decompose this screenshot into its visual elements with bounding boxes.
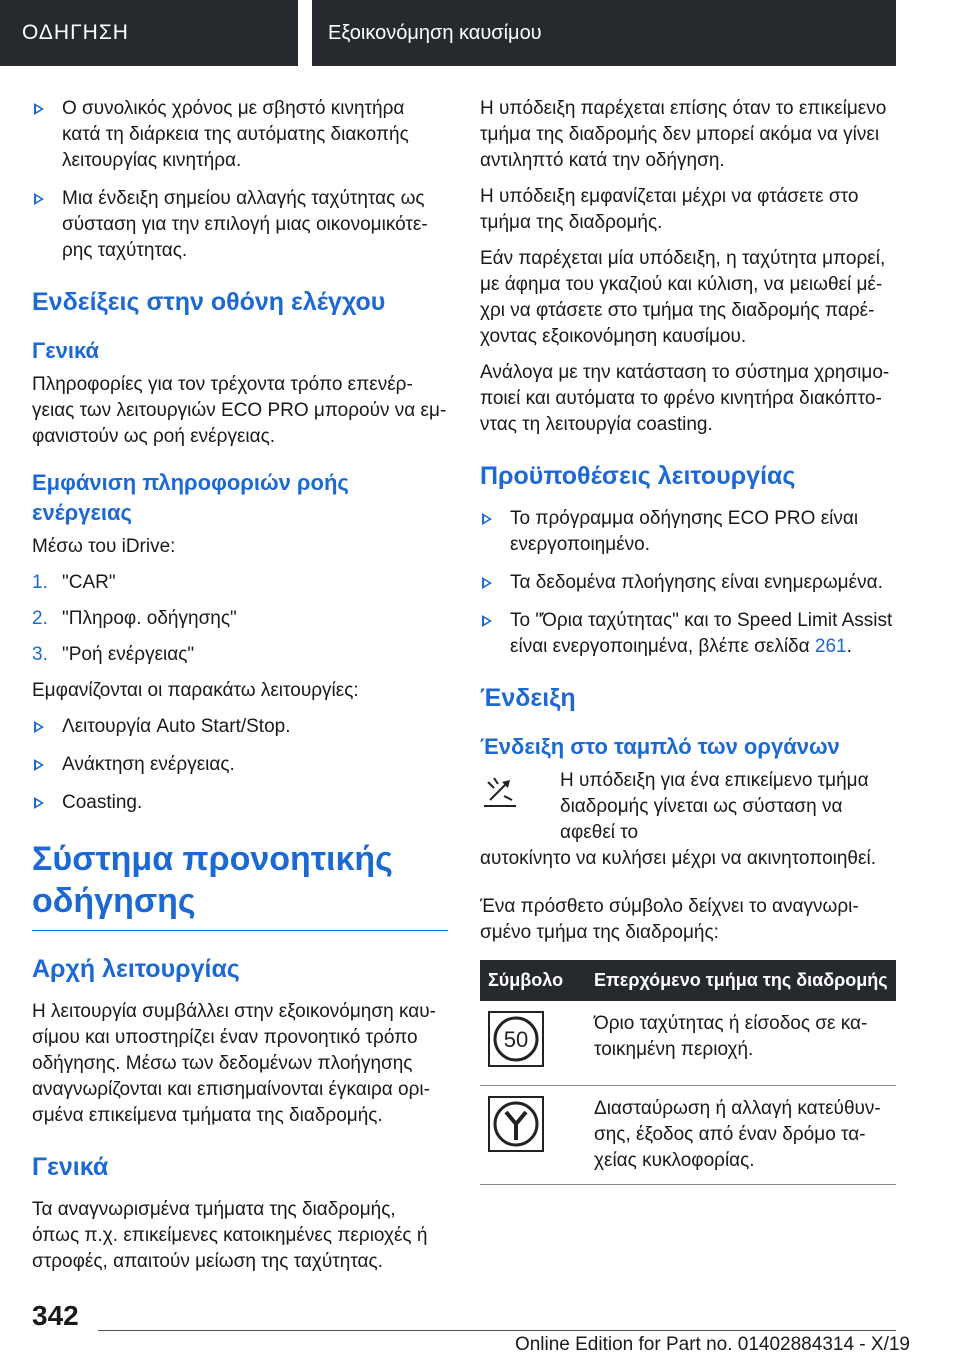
column-header-section: Επερχόμενο τμήμα της διαδρομής [586, 960, 896, 1001]
paragraph: Τα αναγνωρισμένα τμήματα της διαδρομής, όπως π.χ. επικείμενες κατοικημένες περιοχές ή στροφές, απαιτούν μείωση της ταχύτητας. [32, 1199, 428, 1272]
triangle-bullet-icon [34, 193, 44, 205]
table-header-row [480, 960, 896, 1001]
paragraph: Η λειτουργία συμβάλλει στην εξοικονόμηση καυσίμου και υποστηρίζει έναν προνοητικό τρόπο οδήγησης. Μέσω των δεδομένων πλοήγησης αναγνωρίζονται και επισημαίνονται έγκαιρα ορισμένα επικείμενα τμήματα της διαδρομής. [32, 1001, 436, 1126]
heading-general: Γενικά [32, 1153, 109, 1181]
symbol-table [480, 960, 896, 1185]
list-item: 3. "Ροή ενέργειας" [32, 644, 195, 665]
left-column [32, 96, 448, 1285]
list-item: 1. "CAR" [32, 572, 116, 593]
page-header [0, 0, 960, 66]
paragraph: Εάν παρέχεται μία υπόδειξη, η ταχύτητα μπορεί, με άφημα του γκαζιού και κύλιση, να μειωθεί μέχρι να φτάσετε στο τμήμα της διαδρομής παρέχοντας εξοικονόμηση καυσίμου. [480, 248, 886, 347]
paragraph: Εμφανίζονται οι παρακάτω λειτουργίες: [32, 680, 359, 701]
paragraph: Η υπόδειξη εμφανίζεται μέχρι να φτάσετε στο τμήμα της διαδρομής. [480, 186, 859, 233]
list-item: Το πρόγραμμα οδήγησης ECO PRO είναι ενεργοποιημένο. [480, 506, 896, 558]
list-item: Μια ένδειξη σημείου αλλαγής ταχύτητας ως σύσταση για την επιλογή μιας οικονομικότερης ταχύτητας. [32, 186, 448, 264]
paragraph: Μέσω του iDrive: [32, 536, 176, 557]
paragraph: Η υπόδειξη παρέχεται επίσης όταν το επικείμενο τμήμα της διαδρομής δεν μπορεί ακόμα να γίνει αντιληπτό κατά την οδήγηση. [480, 98, 887, 171]
speed-limit-50-icon [488, 1011, 544, 1067]
list-item: Τα δεδομένα πλοήγησης είναι ενημερωμένα. [480, 570, 896, 596]
heading-prerequisites: Προϋποθέσεις λειτουργίας [480, 462, 796, 490]
table-row: Διασταύρωση ή αλλαγή κατεύθυνσης, έξοδος από έναν δρόμο ταχείας κυκλοφορίας. [480, 1086, 896, 1185]
heading-display: Ενδείξεις στην οθόνη ελέγχου [32, 288, 386, 316]
triangle-bullet-icon [34, 103, 44, 115]
chapter-title: Εξοικονόμηση καυσίμου [312, 0, 896, 66]
triangle-bullet-icon [34, 797, 44, 809]
heading-predictive-system: Σύστημα προνοητικής οδήγησης [32, 838, 448, 931]
triangle-bullet-icon [482, 615, 492, 627]
heading-indication: Ένδειξη [480, 684, 576, 712]
paragraph: Ένα πρόσθετο σύμβολο δείχνει το αναγνωρισμένο τμήμα της διαδρομής: [480, 896, 859, 943]
footer-divider [98, 1330, 896, 1331]
coasting-hint-icon [480, 772, 520, 812]
heading-principle: Αρχή λειτουργίας [32, 955, 240, 983]
paragraph: Πληροφορίες για τον τρέχοντα τρόπο επενέργειας των λειτουργιών ECO PRO μπορούν να εμφανιστούν ως ροή ενέργειας. [32, 374, 447, 447]
list-item: Ο συνολικός χρόνος με σβηστό κινητήρα κατά τη διάρκεια της αυτόματης διακοπής λειτουργίας κινητήρα. [32, 96, 448, 174]
list-item: Το "Όρια ταχύτητας" και το Speed Limit Assist είναι ενεργοποιημένα, βλέπε σελίδα 261. [480, 608, 896, 660]
triangle-bullet-icon [34, 759, 44, 771]
list-item: Ανάκτηση ενέργειας. [32, 752, 448, 778]
junction-icon [488, 1096, 544, 1152]
section-title: ΟΔΗΓΗΣΗ [0, 0, 298, 66]
right-column [480, 96, 896, 1185]
edition-note: Online Edition for Part no. 01402884314 - X/19 [514, 1334, 910, 1355]
list-item: 2. "Πληροφ. οδήγησης" [32, 608, 237, 629]
page-number: 342 [32, 1300, 79, 1331]
page-reference-link[interactable]: 261 [814, 636, 847, 657]
svg-text:50: 50 [503, 1027, 529, 1052]
triangle-bullet-icon [34, 721, 44, 733]
heading-energy-flow: Εμφάνιση πληροφοριών ροής ενέργειας [32, 470, 349, 525]
column-header-symbol: Σύμβολο [480, 960, 586, 1001]
coasting-hint-paragraph: Η υπόδειξη για ένα επικείμενο τμήμα διαδρομής γίνεται ως σύσταση να αφεθεί το αυτοκίνητο να κυλήσει μέχρι να ακινητοποιηθεί. [480, 770, 876, 869]
heading-general: Γενικά [32, 338, 100, 363]
table-row: 50 Όριο ταχύτητας ή είσοδος σε κατοικημένη περιοχή. [480, 1001, 896, 1086]
heading-instrument-cluster: Ένδειξη στο ταμπλό των οργάνων [480, 734, 840, 759]
paragraph: Ανάλογα με την κατάσταση το σύστημα χρησιμοποιεί και αυτόματα το φρένο κινητήρα διακόπτοντας τη λειτουργία coasting. [480, 362, 890, 435]
triangle-bullet-icon [482, 577, 492, 589]
list-item: Λειτουργία Auto Start/Stop. [32, 714, 448, 740]
triangle-bullet-icon [482, 513, 492, 525]
list-item: Coasting. [32, 790, 448, 816]
